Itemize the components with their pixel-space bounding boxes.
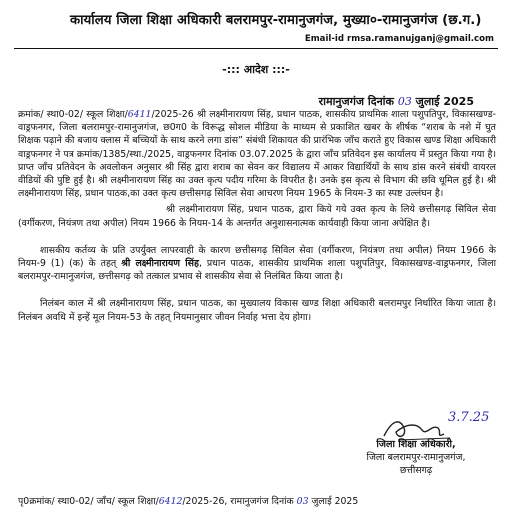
order-date bbox=[319, 94, 474, 109]
signatory-office: जिला बलरामपुर-रामानुजगंज, bbox=[366, 452, 466, 463]
endorsement-prefix: पृ0क्रमांक/ स्था0-02/ जाँच/ स्कूल शिक्षा/ bbox=[18, 496, 159, 507]
paragraph-3-before: शासकीय कर्तव्य के प्रति उपर्युक्त लापरवाही के कारण छत्तीसगढ़ सिविल सेवा (वर्गीकरण, नियंत्रण तथा अपील) नियम 1966 के नियम-9 (1) (क) के तहत् bbox=[18, 244, 496, 270]
paragraph-1 bbox=[18, 108, 496, 200]
endorsement-handwritten-day: 03 bbox=[296, 496, 309, 507]
order-date-prefix: रामानुजगंज दिनांक bbox=[318, 95, 394, 108]
paragraph-3-bold-name: श्री लक्ष्मीनारायण सिंह bbox=[121, 258, 199, 270]
signatory-designation: जिला शिक्षा अधिकारी, bbox=[376, 439, 456, 450]
signature-date: 3.7.25 bbox=[448, 410, 490, 425]
signatory-block bbox=[336, 438, 496, 477]
order-date-suffix: जुलाई 2025 bbox=[415, 95, 474, 108]
order-date-day: 03 bbox=[397, 95, 412, 108]
header-rule bbox=[14, 48, 498, 49]
reference-handwritten-no: 6411 bbox=[127, 109, 152, 120]
paragraph-2: श्री लक्ष्मीनारायण सिंह, प्रधान पाठक, द्वारा किये गये उक्त कृत्य के लिये छत्तीसगढ़ सिविल सेवा (वर्गीकरण, नियंत्रण तथा अपील) नियम 1966 के नियम-14 के अन्तर्गत अनुशासनात्मक कार्यवाही किया जाना अपेक्षित है। bbox=[18, 204, 496, 229]
reference-number bbox=[18, 109, 197, 120]
paragraph-4: निलंबन काल में श्री लक्ष्मीनारायण सिंह, प्रधान पाठक, का मुख्यालय विकास खण्ड शिक्षा अधिकारी बलरामपुर निर्धारित किया जाता है। निलंबन अवधि में इन्हें मूल नियम-53 के तहत् नियमानुसार जीवन निर्वाह भत्ता देय होगा। bbox=[18, 298, 496, 323]
endorsement-suffix: जुलाई 2025 bbox=[311, 496, 359, 507]
reference-suffix: /2025-26 bbox=[151, 109, 194, 120]
email-label: Email-id bbox=[304, 34, 345, 44]
signatory-state: छत्तीसगढ़ bbox=[399, 465, 433, 476]
office-header-title: कार्यालय जिला शिक्षा अधिकारी बलरामपुर-रामानुजगंज, मुख्या०-रामानुजगंज (छ.ग.) bbox=[70, 13, 482, 28]
paragraph-3 bbox=[18, 244, 496, 284]
office-email-line bbox=[305, 34, 494, 44]
order-heading: -::: आदेश :::- bbox=[222, 63, 290, 76]
endorsement-handwritten-no: 6412 bbox=[158, 496, 183, 507]
endorsement-line bbox=[18, 494, 358, 507]
endorsement-middle: /2025-26, रामानुजगंज दिनांक bbox=[182, 496, 294, 507]
order-body bbox=[18, 108, 496, 324]
reference-prefix: क्रमांक/ स्था0-02/ स्कूल शिक्षा/ bbox=[18, 109, 128, 120]
paragraph-3-after: , प्रधान पाठक, शासकीय प्राथमिक शाला पशुपतिपुर, विकासखण्ड-वाड्रफनगर, जिला बलरामपुर-रामानुजगंज, छत्तीसगढ़ को तत्काल प्रभाव से शासकीय सेवा से निलंबित किया जाता है। bbox=[18, 258, 496, 283]
email-address: rmsa.ramanujganj@gmail.com bbox=[347, 34, 494, 44]
paragraph-1-text: श्री लक्ष्मीनारायण सिंह, प्रधान पाठक, शासकीय प्राथमिक शाला पशुपतिपुर, विकासखण्ड-वाड्रफनगर, जिला बलरामपुर-रामानुजगंज, छ0ग0 के विरूद्ध सोशल मीडिया के माध्यम से प्रकाशित खबर के शीर्षक “शराब के नशे में घुत शिक्षक पढ़ाने की बजाय क्लास में बच्चियों के साथ करने लगा डांस” संबंधी शिकायत की प्रारंभिक जाँच कराते हुए विकास खण्ड शिक्षा अधिकारी वाड्रफनगर ने पत्र क्रमांक/1385/स्था./2025, वाड्रफनगर दिनांक 03.07.2025 के द्वारा जाँच प्रतिवेदन इस कार्यालय में प्रस्तुत किया गया है। प्राप्त जाँच प्रतिवेदन के अवलोकन अनुसार श्री सिंह द्वारा शराब का सेवन कर विद्यालय में आकर विद्यार्थियों के साथ डांस करने संबंधी वायरल वीडियों की पुष्टि हुई है। श्री लक्ष्मीनारायण सिंह का उक्त कृत्य पदीय गरिमा के विपरीत है। उनके इस कृत्य से विभाग की छवि धूमिल हुई है। श्री लक्ष्मीनारायण सिंह, प्रधान पाठक,का उक्त कृत्य छत्तीसगढ़ सिविल सेवा आचरण नियम 1965 के नियम-3 का स्पष्ट उल्लंघन है। bbox=[18, 109, 496, 200]
